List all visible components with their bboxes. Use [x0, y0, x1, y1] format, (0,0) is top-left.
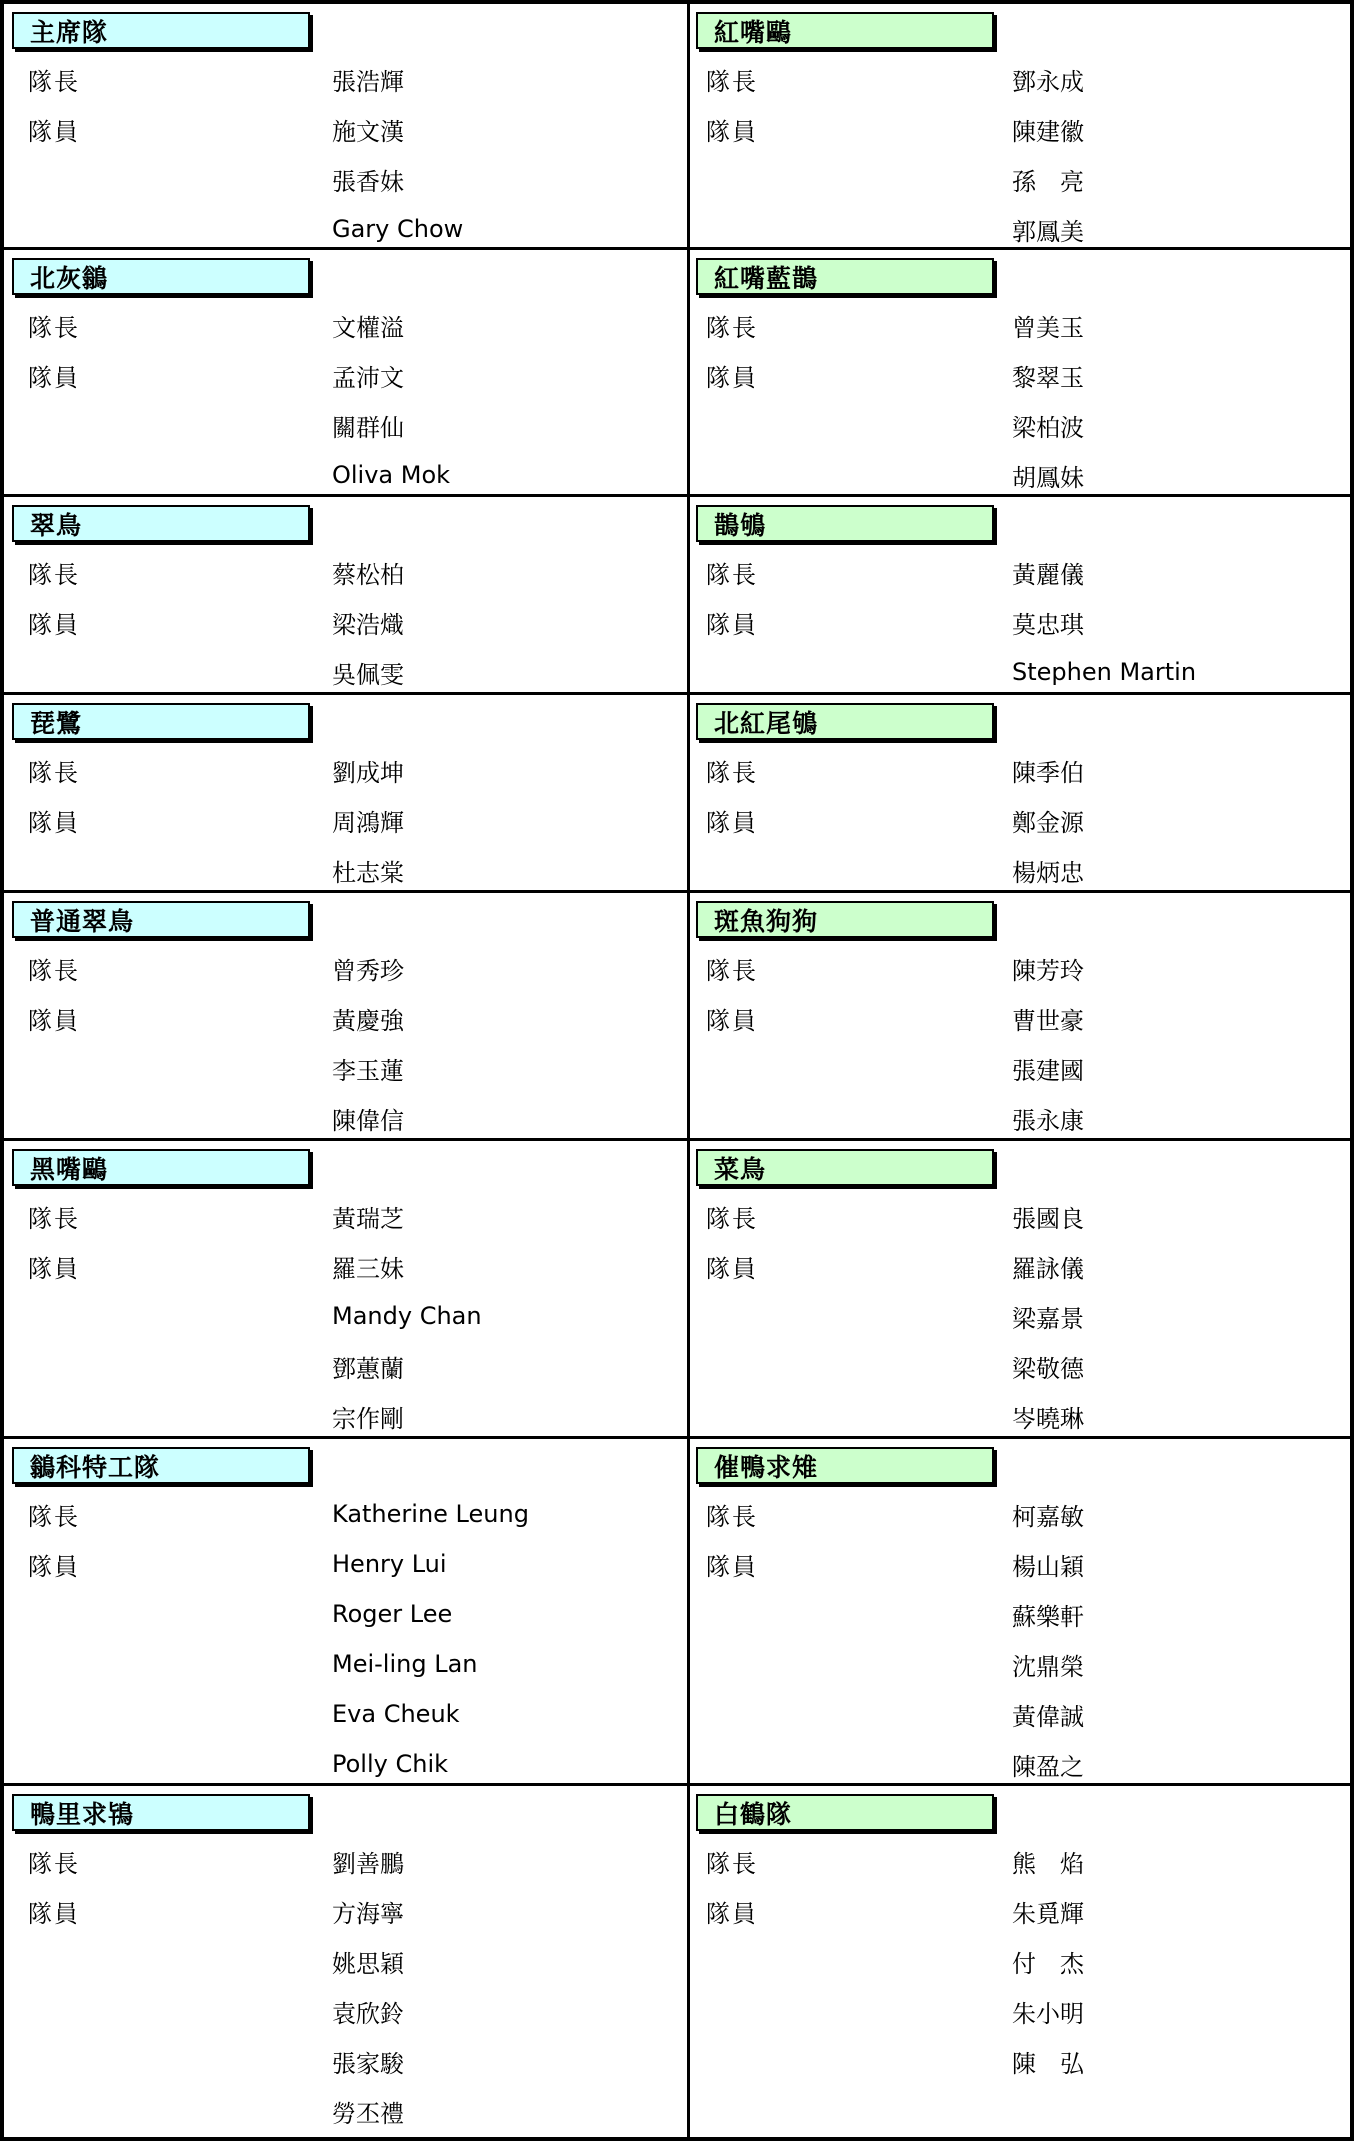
member-name: 張建國 [1012, 1056, 1084, 1085]
team-rows [690, 547, 1350, 695]
role-label: 隊員 [706, 1899, 758, 1928]
member-name: 施文漢 [332, 117, 404, 146]
role-label: 隊員 [28, 117, 80, 146]
member-row [4, 1739, 687, 1786]
team-rows [4, 1836, 687, 2136]
role-label: 隊員 [28, 610, 80, 639]
member-row [690, 400, 1350, 450]
member-name: 鄭金源 [1012, 808, 1084, 837]
member-row [4, 1986, 687, 2036]
member-name: 陳盈之 [1012, 1752, 1084, 1781]
team-name: 黑嘴鷗 [30, 1154, 109, 1184]
member-row [690, 450, 1350, 497]
team-header [12, 901, 310, 938]
team-header [696, 258, 994, 295]
member-name: 李玉蓮 [332, 1056, 404, 1085]
member-name: 孫 亮 [1012, 167, 1084, 196]
member-row [690, 1589, 1350, 1639]
member-name: 曾美玉 [1012, 313, 1084, 342]
member-row [690, 1936, 1350, 1986]
team-section [4, 497, 687, 695]
role-label: 隊員 [706, 610, 758, 639]
team-rows [690, 1836, 1350, 2086]
team-rows [4, 300, 687, 497]
member-name: 陳季伯 [1012, 758, 1084, 787]
member-name: 梁嘉景 [1012, 1304, 1084, 1333]
member-name: 劉成坤 [332, 758, 404, 787]
member-name: 楊炳忠 [1012, 858, 1084, 887]
team-name: 翠鳥 [30, 510, 83, 540]
team-name: 北紅尾鴝 [714, 708, 819, 738]
member-row [690, 54, 1350, 104]
member-row [690, 1341, 1350, 1391]
member-row [4, 1836, 687, 1886]
member-name: 杜志棠 [332, 858, 404, 887]
member-name: 羅詠儀 [1012, 1254, 1084, 1283]
member-row [690, 1191, 1350, 1241]
role-label: 隊員 [706, 1552, 758, 1581]
member-row [4, 1093, 687, 1141]
team-name: 北灰鶲 [30, 263, 109, 293]
member-row [4, 400, 687, 450]
role-label: 隊員 [28, 1006, 80, 1035]
member-row [690, 597, 1350, 647]
member-row [690, 350, 1350, 400]
member-row [4, 1936, 687, 1986]
team-header [696, 12, 994, 49]
team-rows [4, 54, 687, 250]
member-row [4, 943, 687, 993]
team-rows [4, 745, 687, 893]
team-name: 紅嘴藍鵲 [714, 263, 819, 293]
member-row [4, 2086, 687, 2136]
team-section [690, 695, 1350, 893]
role-label: 隊長 [706, 313, 758, 342]
member-row [4, 1639, 687, 1689]
team-header [12, 703, 310, 740]
member-name: 劉善鵬 [332, 1849, 404, 1878]
member-row [690, 104, 1350, 154]
team-section [690, 4, 1350, 250]
role-label: 隊員 [706, 117, 758, 146]
member-name: 關群仙 [332, 413, 404, 442]
member-row [690, 943, 1350, 993]
member-row [690, 2036, 1350, 2086]
member-row [4, 1489, 687, 1539]
role-label: 隊長 [706, 1204, 758, 1233]
member-name: 文權溢 [332, 313, 404, 342]
role-label: 隊長 [28, 1502, 80, 1531]
member-name: 黃麗儀 [1012, 560, 1084, 589]
member-name: 宗作剛 [332, 1404, 404, 1433]
member-row [690, 1291, 1350, 1341]
role-label: 隊長 [706, 758, 758, 787]
team-rows [690, 54, 1350, 250]
member-name: 周鴻輝 [332, 808, 404, 837]
team-rows [690, 300, 1350, 497]
team-header [696, 901, 994, 938]
role-label: 隊員 [706, 363, 758, 392]
team-name: 白鶴隊 [714, 1799, 793, 1829]
team-header [12, 1794, 310, 1831]
member-row [690, 1986, 1350, 2036]
team-section [4, 1141, 687, 1439]
member-name: 黃偉誠 [1012, 1702, 1084, 1731]
team-header [12, 505, 310, 542]
member-row [4, 1341, 687, 1391]
left-column [4, 4, 687, 2137]
member-row [690, 745, 1350, 795]
member-row [690, 993, 1350, 1043]
member-name: 張國良 [1012, 1204, 1084, 1233]
member-name: 黃慶強 [332, 1006, 404, 1035]
role-label: 隊長 [706, 67, 758, 96]
team-name: 鶲科特工隊 [30, 1452, 161, 1482]
member-row [4, 104, 687, 154]
team-name: 紅嘴鷗 [714, 17, 793, 47]
member-name: 莫忠琪 [1012, 610, 1084, 639]
member-row [4, 647, 687, 695]
member-row [4, 745, 687, 795]
member-row [4, 795, 687, 845]
role-label: 隊員 [28, 808, 80, 837]
role-label: 隊員 [28, 1254, 80, 1283]
team-section [4, 1439, 687, 1786]
member-row [4, 450, 687, 497]
role-label: 隊長 [706, 956, 758, 985]
team-section [690, 497, 1350, 695]
member-row [690, 204, 1350, 250]
member-row [4, 1291, 687, 1341]
member-row [690, 1391, 1350, 1439]
team-section [690, 1786, 1350, 2137]
member-name: 楊山穎 [1012, 1552, 1084, 1581]
team-rows [690, 1191, 1350, 1439]
role-label: 隊員 [28, 363, 80, 392]
member-row [4, 597, 687, 647]
member-row [4, 1241, 687, 1291]
member-row [690, 1489, 1350, 1539]
member-name: 孟沛文 [332, 363, 404, 392]
member-row [4, 2036, 687, 2086]
role-label: 隊長 [706, 1849, 758, 1878]
member-name: 蔡松柏 [332, 560, 404, 589]
team-section [4, 250, 687, 497]
team-rows [690, 1489, 1350, 1786]
member-name: 張永康 [1012, 1106, 1084, 1135]
member-row [690, 1689, 1350, 1739]
member-name: 黃瑞芝 [332, 1204, 404, 1233]
member-name: 郭鳳美 [1012, 217, 1084, 246]
role-label: 隊長 [28, 1204, 80, 1233]
role-label: 隊長 [28, 758, 80, 787]
member-name: 沈鼎榮 [1012, 1652, 1084, 1681]
role-label: 隊長 [706, 1502, 758, 1531]
team-name: 鴨里求鴇 [30, 1799, 135, 1829]
member-name: Gary Chow [332, 215, 464, 243]
member-name: Mandy Chan [332, 1302, 482, 1330]
team-rows [690, 943, 1350, 1141]
member-row [690, 1043, 1350, 1093]
team-section [4, 893, 687, 1141]
member-name: 張浩輝 [332, 67, 404, 96]
role-label: 隊員 [706, 808, 758, 837]
right-column [687, 4, 1350, 2137]
member-name: 朱覓輝 [1012, 1899, 1084, 1928]
member-name: Oliva Mok [332, 461, 451, 489]
member-row [690, 647, 1350, 695]
team-header [12, 1149, 310, 1186]
member-name: 張家駿 [332, 2049, 404, 2078]
team-section [690, 250, 1350, 497]
team-header [12, 12, 310, 49]
team-header [696, 505, 994, 542]
member-name: 付 杰 [1012, 1949, 1084, 1978]
member-row [4, 547, 687, 597]
role-label: 隊員 [28, 1552, 80, 1581]
role-label: 隊員 [28, 1899, 80, 1928]
member-name: 鄧永成 [1012, 67, 1084, 96]
member-row [4, 154, 687, 204]
team-section [690, 1439, 1350, 1786]
member-name: 朱小明 [1012, 1999, 1084, 2028]
member-name: 黎翠玉 [1012, 363, 1084, 392]
member-row [4, 1191, 687, 1241]
team-section [4, 4, 687, 250]
member-row [690, 154, 1350, 204]
team-rows [4, 1489, 687, 1786]
team-rows [690, 745, 1350, 893]
member-row [4, 54, 687, 104]
member-name: Stephen Martin [1012, 658, 1197, 686]
member-row [690, 1886, 1350, 1936]
member-row [690, 1093, 1350, 1141]
member-name: 熊 焰 [1012, 1849, 1084, 1878]
member-name: 柯嘉敏 [1012, 1502, 1084, 1531]
team-header [696, 1447, 994, 1484]
member-row [690, 547, 1350, 597]
role-label: 隊長 [28, 1849, 80, 1878]
team-rows [4, 943, 687, 1141]
team-header [12, 1447, 310, 1484]
member-name: 陳建徽 [1012, 117, 1084, 146]
member-name: 吳佩雯 [332, 660, 404, 689]
member-name: Eva Cheuk [332, 1700, 460, 1728]
team-header [696, 1794, 994, 1831]
member-row [690, 845, 1350, 893]
role-label: 隊長 [28, 67, 80, 96]
team-name: 鵲鴝 [714, 510, 767, 540]
member-name: 勞丕禮 [332, 2099, 404, 2128]
role-label: 隊長 [28, 313, 80, 342]
team-section [4, 695, 687, 893]
member-name: 梁敬德 [1012, 1354, 1084, 1383]
member-row [4, 1689, 687, 1739]
member-name: 方海寧 [332, 1899, 404, 1928]
team-name: 琵鷺 [30, 708, 83, 738]
role-label: 隊長 [28, 956, 80, 985]
member-name: 陳偉信 [332, 1106, 404, 1135]
member-name: 羅三妹 [332, 1254, 404, 1283]
member-name: 姚思穎 [332, 1949, 404, 1978]
team-header [696, 703, 994, 740]
member-name: 曹世豪 [1012, 1006, 1084, 1035]
team-rows [4, 1191, 687, 1439]
member-name: Polly Chik [332, 1750, 449, 1778]
role-label: 隊長 [706, 560, 758, 589]
team-section [690, 893, 1350, 1141]
member-row [690, 1539, 1350, 1589]
member-row [4, 1391, 687, 1439]
team-name: 催鴨求雉 [714, 1452, 819, 1482]
member-name: 張香妹 [332, 167, 404, 196]
member-row [4, 845, 687, 893]
team-name: 普通翠鳥 [30, 906, 135, 936]
team-name: 主席隊 [30, 17, 109, 47]
member-name: 曾秀珍 [332, 956, 404, 985]
member-name: 梁柏波 [1012, 413, 1084, 442]
member-row [4, 993, 687, 1043]
member-row [4, 1539, 687, 1589]
role-label: 隊員 [706, 1006, 758, 1035]
member-row [690, 1836, 1350, 1886]
member-name: 袁欣鈴 [332, 1999, 404, 2028]
member-row [4, 1589, 687, 1639]
member-name: Roger Lee [332, 1600, 453, 1628]
member-name: Mei-ling Lan [332, 1650, 478, 1678]
member-name: 梁浩熾 [332, 610, 404, 639]
member-name: 陳芳玲 [1012, 956, 1084, 985]
member-name: 蘇樂軒 [1012, 1602, 1084, 1631]
member-row [690, 1739, 1350, 1786]
member-row [4, 1886, 687, 1936]
team-header [12, 258, 310, 295]
member-row [4, 204, 687, 250]
member-name: 胡鳳妹 [1012, 463, 1084, 492]
team-section [690, 1141, 1350, 1439]
role-label: 隊長 [28, 560, 80, 589]
member-row [690, 300, 1350, 350]
team-rows [4, 547, 687, 695]
team-name: 斑魚狗狗 [714, 906, 819, 936]
member-name: 陳 弘 [1012, 2049, 1084, 2078]
member-row [690, 795, 1350, 845]
member-name: 岑曉琳 [1012, 1404, 1084, 1433]
member-row [4, 350, 687, 400]
team-section [4, 1786, 687, 2137]
member-row [690, 1639, 1350, 1689]
member-row [690, 1241, 1350, 1291]
member-name: Katherine Leung [332, 1500, 529, 1528]
member-name: Henry Lui [332, 1550, 447, 1578]
member-row [4, 1043, 687, 1093]
member-name: 鄧蕙蘭 [332, 1354, 404, 1383]
team-name: 菜鳥 [714, 1154, 767, 1184]
member-row [4, 300, 687, 350]
team-header [696, 1149, 994, 1186]
role-label: 隊員 [706, 1254, 758, 1283]
